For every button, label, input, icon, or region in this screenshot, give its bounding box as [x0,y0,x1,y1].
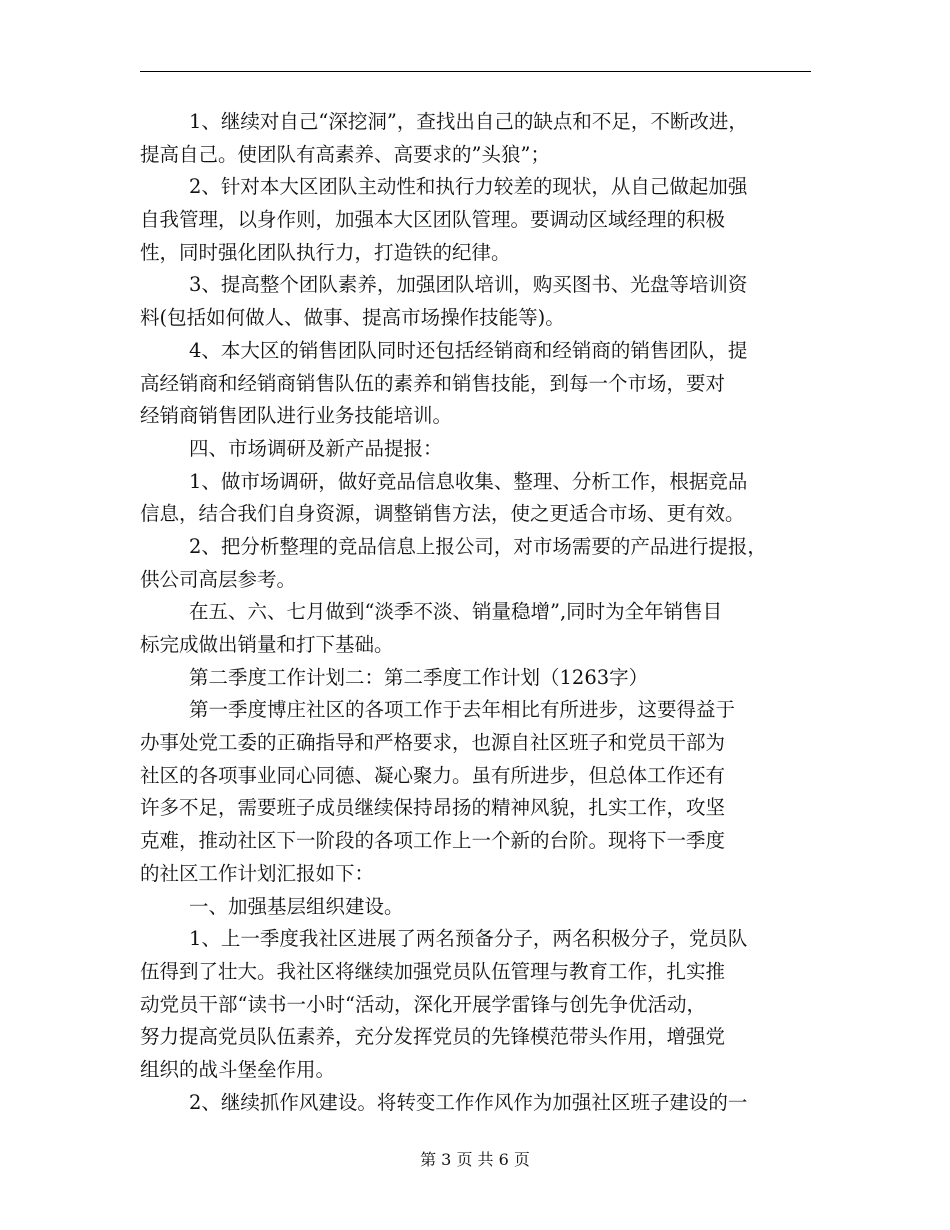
text-line: 的社区工作计划汇报如下： [140,861,375,885]
text-line: 2、继续抓作风建设。将转变工作作风作为加强社区班子建设的一 [189,1090,748,1114]
text-line: 在五、六、七月做到“淡季不淡、销量稳增”,同时为全年销售目 [189,600,723,624]
text-line: 努力提高党员队伍素养，充分发挥党员的先锋模范带头作用，增强党 [140,1025,726,1049]
text-line: 四、市场调研及新产品提报： [189,436,443,460]
text-line: 1、继续对自己“深挖洞”，查找出自己的缺点和不足，不断改进， [189,110,748,133]
text-line: 2、针对本大区团队主动性和执行力较差的现状，从自己做起加强 [189,175,748,199]
document-body [140,106,820,1119]
text-line: 动党员干部“读书一小时“活动，深化开展学雷锋与创先争优活动， [140,992,706,1016]
text-line: 经销商销售团队进行业务技能培训。 [140,404,453,428]
text-line: 2、把分析整理的竞品信息上报公司，对市场需要的产品进行提报， [189,534,767,558]
header-rule [140,71,811,72]
text-line: 4、本大区的销售团队同时还包括经销商和经销商的销售团队，提 [189,338,748,362]
text-line: 1、做市场调研，做好竞品信息收集、整理、分析工作，根据竞品 [189,469,748,493]
text-line: 自我管理，以身作则，加强本大区团队管理。要调动区域经理的积极 [140,208,726,232]
text-line: 克难，推动社区下一阶段的各项工作上一个新的台阶。现将下一季度 [140,829,726,853]
text-line: 料(包括如何做人、做事、提高市场操作技能等)。 [140,306,565,330]
text-line: 一、加强基层组织建设。 [189,894,404,918]
text-line: 高经销商和经销商销售队伍的素养和销售技能，到每一个市场，要对 [140,371,726,395]
text-line: 3、提高整个团队素养，加强团队培训，购买图书、光盘等培训资 [189,273,748,297]
text-line: 社区的各项事业同心同德、凝心聚力。虽有所进步，但总体工作还有 [140,763,726,787]
text-line: 信息，结合我们自身资源，调整销售方法，使之更适合市场、更有效。 [140,502,745,526]
page-number-footer: 第 3 页 共 6 页 [420,1150,530,1169]
text-line: 标完成做出销量和打下基础。 [140,633,394,656]
text-line: 1、上一季度我社区进展了两名预备分子，两名积极分子，党员队 [189,927,748,951]
text-line: 伍得到了壮大。我社区将继续加强党员队伍管理与教育工作，扎实推 [140,959,726,983]
text-line: 第一季度博庄社区的各项工作于去年相比有所进步，这要得益于 [189,698,736,722]
text-line: 第二季度工作计划二：第二季度工作计划（1263字） [189,665,649,689]
text-line: 供公司高层参考。 [140,567,297,591]
text-line: 提高自己。使团队有高素养、高要求的”头狼”； [140,142,550,166]
text-line: 组织的战斗堡垒作用。 [140,1057,336,1081]
text-line: 许多不足，需要班子成员继续保持昂扬的精神风貌，扎实工作，攻坚 [140,796,726,820]
text-line: 办事处党工委的正确指导和严格要求，也源自社区班子和党员干部为 [140,731,726,755]
text-line: 性，同时强化团队执行力，打造铁的纪律。 [140,240,511,264]
